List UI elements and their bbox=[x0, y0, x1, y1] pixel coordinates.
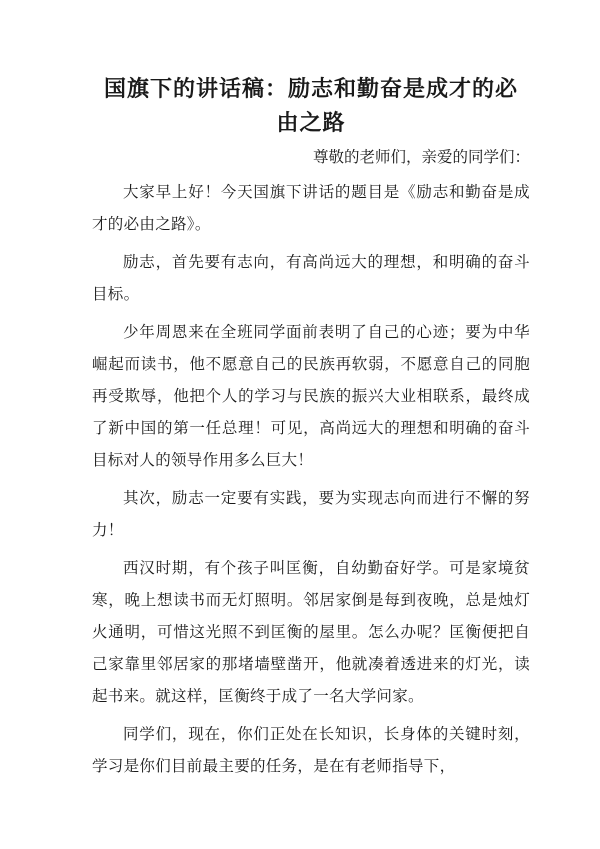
document-title: 国旗下的讲话稿：励志和勤奋是成才的必由之路 bbox=[103, 76, 518, 136]
paragraph-zhou-enlai: 少年周恩来在全班同学面前表明了自己的心迹；要为中华崛起而读书，他不愿意自己的民族再软弱，不愿意自己的同胞再受欺辱，他把个人的学习与民族的振兴大业相联系，最终成了新中国的第一任总理！可见，高尚远大的理想和明确的奋斗目标对人的领导作用多么巨大！ bbox=[92, 323, 530, 469]
paragraph-students: 同学们，现在，你们正处在长知识，长身体的关键时刻，学习是你们目前最主要的任务，是在有老师指导下， bbox=[92, 725, 530, 775]
paragraph-greeting: 大家早上好！今天国旗下讲话的题目是《励志和勤奋是成才的必由之路》。 bbox=[92, 183, 530, 233]
paragraph-ambition: 励志，首先要有志向，有高尚远大的理想，和明确的奋斗目标。 bbox=[92, 253, 530, 303]
salutation: 尊敬的老师们，亲爱的同学们： bbox=[312, 148, 530, 166]
paragraph-kuang-heng: 西汉时期，有个孩子叫匡衡，自幼勤奋好学。可是家境贫寒，晚上想读书而无灯照明。邻居家倒是每到夜晚，总是烛灯火通明，可惜这光照不到匡衡的屋里。怎么办呢？匡衡便把自己家靠里邻居家的那堵墙壁凿开，他就凑着透进来的灯光，读起书来。就这样，匡衡终于成了一名大学问家。 bbox=[92, 559, 530, 705]
paragraph-practice: 其次，励志一定要有实践，要为实现志向而进行不懈的努力！ bbox=[92, 489, 530, 539]
